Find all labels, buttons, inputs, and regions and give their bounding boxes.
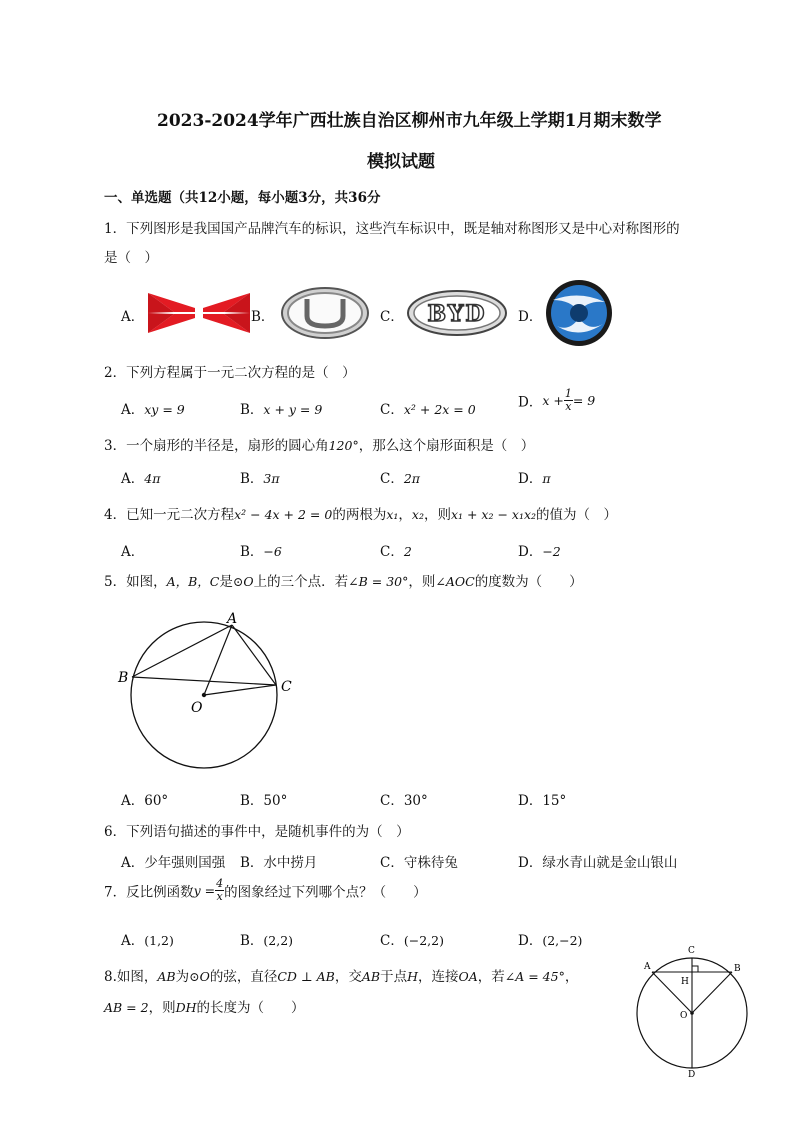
question-8-text-2: AB = 2，则DH的长度为（ ） bbox=[104, 1000, 305, 1016]
section-header: 一、单选题（共12小题，每小题3分，共36分 bbox=[104, 190, 381, 206]
q7-option-c: C．(−2,2) bbox=[380, 933, 444, 949]
q8-label-o: O bbox=[680, 1011, 688, 1021]
q1-option-a-label: A． bbox=[121, 309, 145, 325]
question-1-text: 1．下列图形是我国国产品牌汽车的标识，这些汽车标识中，既是轴对称图形又是中心对称图形的 bbox=[104, 221, 680, 237]
byd-logo-text: BYD bbox=[427, 301, 487, 327]
q1-option-b-label: B． bbox=[251, 309, 275, 325]
question-8-text: 8.如图，AB为⊙O的弦，直径CD ⊥ AB，交AB于点H，连接OA，若∠A = 45°， bbox=[104, 969, 579, 985]
car-logo-c-icon bbox=[406, 289, 508, 337]
q5-label-o: O bbox=[191, 700, 203, 716]
q4-option-b: B．−6 bbox=[240, 544, 282, 560]
q1-option-d-label: D． bbox=[518, 309, 543, 325]
q5-option-c: C．30° bbox=[380, 793, 428, 809]
q8-label-a: A bbox=[644, 962, 651, 972]
car-logo-d-icon bbox=[543, 278, 615, 348]
q7-option-d: D．(2,−2) bbox=[518, 933, 583, 949]
q5-option-b: B．50° bbox=[240, 793, 288, 809]
car-logo-b-icon bbox=[280, 286, 370, 340]
q1-option-c-label: C． bbox=[380, 309, 404, 325]
q5-label-b: B bbox=[118, 670, 129, 686]
q5-option-a: A．60° bbox=[121, 793, 169, 809]
q2-option-b: B．x + y = 9 bbox=[240, 402, 323, 418]
q2-option-d: D．x + $\frac{1}{x}$ = 9 bbox=[518, 387, 596, 413]
q6-option-b: B．水中捞月 bbox=[240, 855, 318, 871]
question-4-text: 4．已知一元二次方程x² − 4x + 2 = 0的两根为x₁，x₂，则x₁ + x₂ − x₁x₂的值为（ ） bbox=[104, 507, 618, 523]
q3-option-a: A．4π bbox=[121, 471, 161, 487]
question-3-text: 3．一个扇形的半径是，扇形的圆心角120°，那么这个扇形面积是（ ） bbox=[104, 438, 535, 454]
q6-option-c: C．守株待兔 bbox=[380, 855, 458, 871]
page-title: 2023-2024学年广西壮族自治区柳州市九年级上学期1月期末数学 bbox=[157, 111, 662, 131]
question-2-text: 2．下列方程属于一元二次方程的是（ ） bbox=[104, 365, 356, 381]
question-6-text: 6．下列语句描述的事件中，是随机事件的为（ ） bbox=[104, 824, 410, 840]
page-title-line2: 模拟试题 bbox=[367, 152, 435, 172]
q4-option-c: C．2 bbox=[380, 544, 412, 560]
q6-option-d: D．绿水青山就是金山银山 bbox=[518, 855, 678, 871]
q4-option-a: A． bbox=[121, 544, 145, 560]
q7-option-a: A．(1,2) bbox=[121, 933, 174, 949]
q8-circle-diagram bbox=[632, 940, 758, 1080]
q5-option-d: D．15° bbox=[518, 793, 567, 809]
q5-label-c: C bbox=[281, 679, 292, 695]
question-5-text: 5．如图，A，B，C是⊙O上的三个点．若∠B = 30°，则∠AOC的度数为（ ） bbox=[104, 574, 583, 590]
q3-option-d: D．π bbox=[518, 471, 551, 487]
q2-option-c: C．x² + 2x = 0 bbox=[380, 402, 476, 418]
q8-label-b: B bbox=[734, 964, 741, 974]
car-logo-a-icon bbox=[146, 290, 252, 336]
q8-label-c: C bbox=[688, 946, 695, 956]
q3-option-c: C．2π bbox=[380, 471, 421, 487]
q8-label-h: H bbox=[681, 977, 689, 987]
q5-label-a: A bbox=[227, 611, 238, 627]
q5-circle-diagram bbox=[112, 605, 308, 785]
q2-option-a: A．xy = 9 bbox=[121, 402, 185, 418]
q6-option-a: A．少年强则国强 bbox=[121, 855, 226, 871]
q7-option-b: B．(2,2) bbox=[240, 933, 294, 949]
q4-option-d: D．−2 bbox=[518, 544, 561, 560]
question-1-text-2: 是（ ） bbox=[104, 250, 158, 266]
q3-option-b: B．3π bbox=[240, 471, 280, 487]
question-7-text: 7．反比例函数y = $\frac{4}{x}$ 的图象经过下列哪个点？（ ） bbox=[104, 877, 427, 903]
q8-label-d: D bbox=[688, 1070, 696, 1080]
